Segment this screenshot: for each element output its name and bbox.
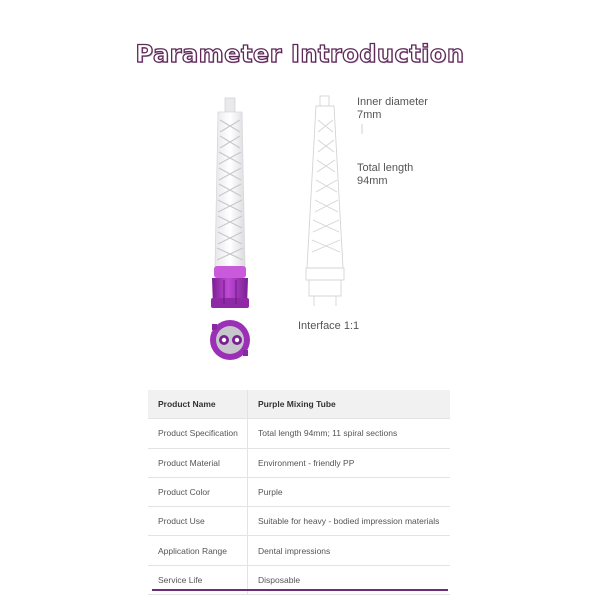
table-row <box>148 448 450 477</box>
interface-label: Interface 1:1 <box>298 320 360 332</box>
table-cell-value: Purple Mixing Tube <box>248 390 451 419</box>
table-row <box>148 536 450 565</box>
page-title: Parameter Introduction <box>135 40 465 68</box>
mixing-tube-diagram <box>306 96 362 306</box>
table-cell-key: Product Color <box>148 477 248 506</box>
inner-diameter-label: Inner diameter 7mm <box>357 96 428 121</box>
table-cell-key: Product Use <box>148 507 248 536</box>
table-cell-value: Purple <box>248 477 451 506</box>
table-cell-key: Service Life <box>148 565 248 594</box>
table-cell-value: Disposable <box>248 565 451 594</box>
table-row <box>148 507 450 536</box>
mixing-tube-photo <box>210 98 250 360</box>
table-header-row <box>148 390 450 419</box>
table-row <box>148 419 450 448</box>
table-cell-key: Application Range <box>148 536 248 565</box>
table-cell-value: Total length 94mm; 11 spiral sections <box>248 419 451 448</box>
table-row <box>148 477 450 506</box>
spec-table <box>148 390 450 595</box>
table-cell-value: Dental impressions <box>248 536 451 565</box>
table-cell-value: Suitable for heavy - bodied impression materials <box>248 507 451 536</box>
table-cell-value: Environment - friendly PP <box>248 448 451 477</box>
table-cell-key: Product Name <box>148 390 248 419</box>
bottom-accent-bar <box>152 589 448 591</box>
table-cell-key: Product Specification <box>148 419 248 448</box>
table-cell-key: Product Material <box>148 448 248 477</box>
total-length-label: Total length 94mm <box>357 162 414 187</box>
